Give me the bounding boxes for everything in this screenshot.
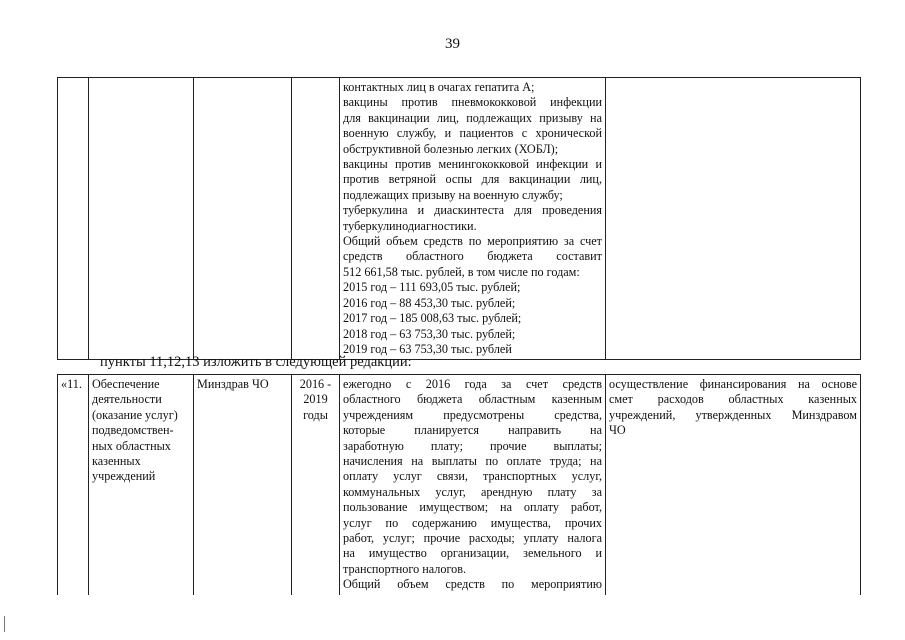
text-line: туберкулинодиагностики. — [343, 218, 477, 233]
text-line: 2015 год – 111 693,05 тыс. рублей; — [343, 280, 521, 295]
years-line: 2016 - — [299, 377, 332, 391]
result-line: осуществление финансирования на основе — [609, 377, 857, 391]
cell-name — [89, 375, 194, 595]
text-line: которые планируется направить на — [343, 423, 602, 438]
text-line: Общий объем средств по мероприятию за счет — [343, 234, 602, 249]
cell-years — [292, 78, 340, 360]
text-line: пользование имуществом; на оплату работ, — [343, 500, 602, 515]
text-line: военную службу, и пациентов с хронической — [343, 126, 602, 141]
text-line: оплату услуг связи, транспортных услуг, — [343, 469, 602, 484]
name-line: учреждений — [92, 469, 156, 484]
text-line: транспортного налогов. — [343, 561, 467, 576]
text-line: заработную плату; прочие выплаты; — [343, 438, 602, 453]
name-line: Обеспечение — [92, 377, 160, 391]
text-line: средств областного бюджета составит — [343, 249, 602, 264]
text-line: контактных лиц в очагах гепатита А; — [343, 80, 535, 94]
text-line: на имущество организации, земельного и — [343, 546, 602, 561]
table-row — [58, 78, 861, 360]
cell-result — [606, 375, 861, 595]
text-line: Общий объем средств по мероприятию — [343, 577, 602, 592]
cell-description — [340, 78, 606, 360]
result-line: учреждений, утвержденных Минздравом — [609, 407, 857, 422]
cell-description — [340, 375, 606, 595]
name-line: ных областных — [92, 438, 171, 453]
cell-years — [292, 375, 340, 595]
text-line: начисления на выплаты по оплате труда; на — [343, 454, 602, 469]
cell-number — [58, 375, 89, 595]
scan-margin-mark — [4, 616, 5, 632]
text-line: 2018 год – 63 753,30 тыс. рублей; — [343, 326, 516, 341]
cell-result — [606, 78, 861, 360]
text-line: областного бюджета областным казенным — [343, 392, 602, 407]
item-number: «11. — [61, 377, 82, 391]
amendment-instruction: пункты 11,12,13 изложить в следующей редакции: — [100, 354, 412, 370]
text-line: 2017 год – 185 008,63 тыс. рублей; — [343, 311, 522, 326]
text-line: 2016 год – 88 453,30 тыс. рублей; — [343, 295, 516, 310]
cell-number — [58, 78, 89, 360]
text-line: вакцины против пневмококковой инфекции — [343, 95, 602, 110]
text-line: работ, услуг; прочие расходы; уплату налога — [343, 531, 602, 546]
text-line: учреждениям предусмотрены средства, — [343, 407, 602, 422]
cell-name — [89, 78, 194, 360]
text-line: коммунальных услуг, арендную плату за — [343, 484, 602, 499]
text-line: ежегодно с 2016 года за счет средств — [343, 377, 602, 391]
table-continuation — [57, 77, 861, 360]
text-line: для вакцинации лиц, подлежащих призыву на — [343, 110, 602, 125]
executor: Минздрав ЧО — [197, 377, 269, 391]
text-line: вакцины против менингококковой инфекции и — [343, 157, 602, 172]
years-line: годы — [303, 407, 328, 422]
text-line: подлежащих призыву на военную службу; — [343, 187, 563, 202]
text-line: 512 661,58 тыс. рублей, в том числе по годам: — [343, 264, 580, 279]
page-number: 39 — [445, 36, 460, 52]
text-line: туберкулина и диаскинтеста для проведения — [343, 203, 602, 218]
result-line: ЧО — [609, 423, 626, 438]
cell-executor — [194, 78, 292, 360]
cell-executor — [194, 375, 292, 595]
years-line: 2019 — [303, 392, 328, 407]
name-line: (оказание услуг) — [92, 407, 178, 422]
table-item-11 — [57, 374, 861, 595]
result-line: смет расходов областных казенных — [609, 392, 857, 407]
text-line: услуг по содержанию имущества, прочих — [343, 515, 602, 530]
table-row — [58, 375, 861, 595]
name-line: деятельности — [92, 392, 162, 407]
text-line: 2019 год – 63 753,30 тыс. рублей — [343, 341, 512, 356]
name-line: подведомствен- — [92, 423, 174, 438]
name-line: казенных — [92, 454, 141, 469]
text-line: против ветряной оспы для вакцинации лиц, — [343, 172, 602, 187]
text-line: обструктивной болезнью легких (ХОБЛ); — [343, 141, 559, 156]
